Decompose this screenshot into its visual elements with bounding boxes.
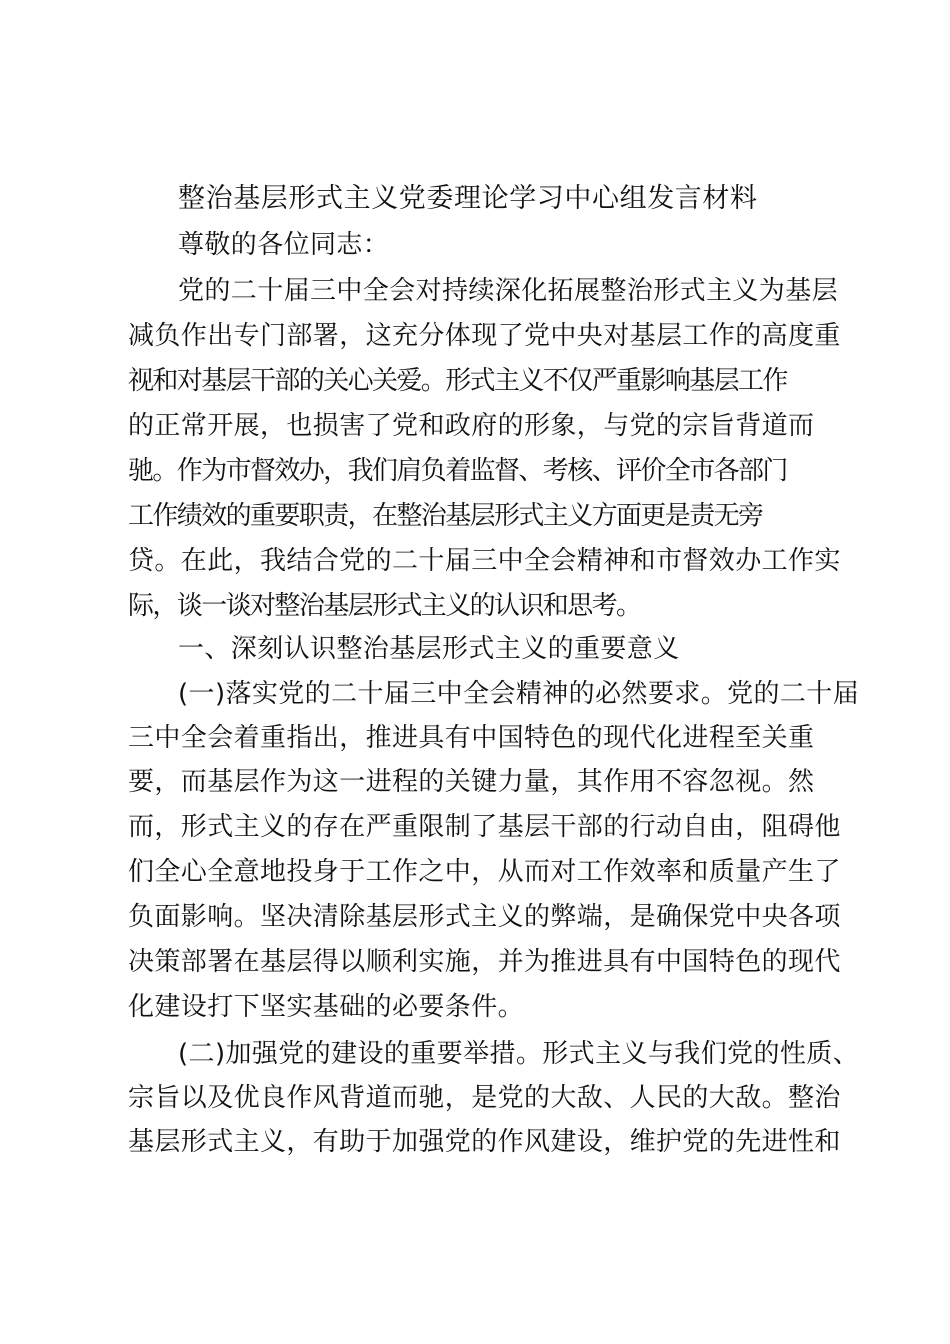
paragraph-2-line-4: 而，形式主义的存在严重限制了基层干部的行动自由，阻碍他	[128, 812, 841, 842]
paragraph-1-line-3: 视和对基层干部的关心关爱。形式主义不仅严重影响基层工作	[128, 366, 787, 396]
paragraph-1-line-1: 党的二十届三中全会对持续深化拓展整治形式主义为基层	[178, 276, 839, 306]
paragraph-2-line-5: 们全心全意地投身于工作之中，从而对工作效率和质量产生了	[128, 857, 841, 887]
salutation: 尊敬的各位同志：	[178, 230, 390, 260]
paragraph-2-line-2: 三中全会着重指出，推进具有中国特色的现代化进程至关重	[128, 723, 815, 753]
document-title: 整治基层形式主义党委理论学习中心组发言材料	[178, 183, 758, 214]
paragraph-1-line-8: 际，谈一谈对整治基层形式主义的认识和思考。	[128, 591, 641, 621]
paragraph-2-line-1: (一)落实党的二十届三中全会精神的必然要求。党的二十届	[178, 679, 860, 709]
paragraph-2-line-3: 要，而基层作为这一进程的关键力量，其作用不容忽视。然	[128, 767, 815, 797]
paragraph-2-line-6: 负面影响。坚决清除基层形式主义的弊端，是确保党中央各项	[128, 902, 841, 932]
paragraph-2-line-8: 化建设打下坚实基础的必要条件。	[128, 992, 525, 1022]
paragraph-1-line-2: 减负作出专门部署，这充分体现了党中央对基层工作的高度重	[128, 321, 841, 351]
section-heading-1: 一、深刻认识整治基层形式主义的重要意义	[178, 634, 680, 664]
paragraph-3-line-1: (二)加强党的建设的重要举措。形式主义与我们党的性质、	[178, 1039, 860, 1069]
paragraph-3-line-2: 宗旨以及优良作风背道而驰，是党的大敌、人民的大敌。整治	[128, 1083, 841, 1113]
paragraph-1-line-4: 的正常开展，也损害了党和政府的形象，与党的宗旨背道而	[128, 411, 815, 441]
paragraph-1-line-7: 贷。在此，我结合党的二十届三中全会精神和市督效办工作实	[128, 546, 841, 576]
paragraph-1-line-5: 驰。作为市督效办，我们肩负着监督、考核、评价全市各部门	[128, 456, 787, 486]
paragraph-3-line-3: 基层形式主义，有助于加强党的作风建设，维护党的先进性和	[128, 1127, 841, 1157]
paragraph-1-line-6: 工作绩效的重要职责，在整治基层形式主义方面更是责无旁	[128, 501, 763, 531]
paragraph-2-line-7: 决策部署在基层得以顺利实施，并为推进具有中国特色的现代	[128, 947, 841, 977]
